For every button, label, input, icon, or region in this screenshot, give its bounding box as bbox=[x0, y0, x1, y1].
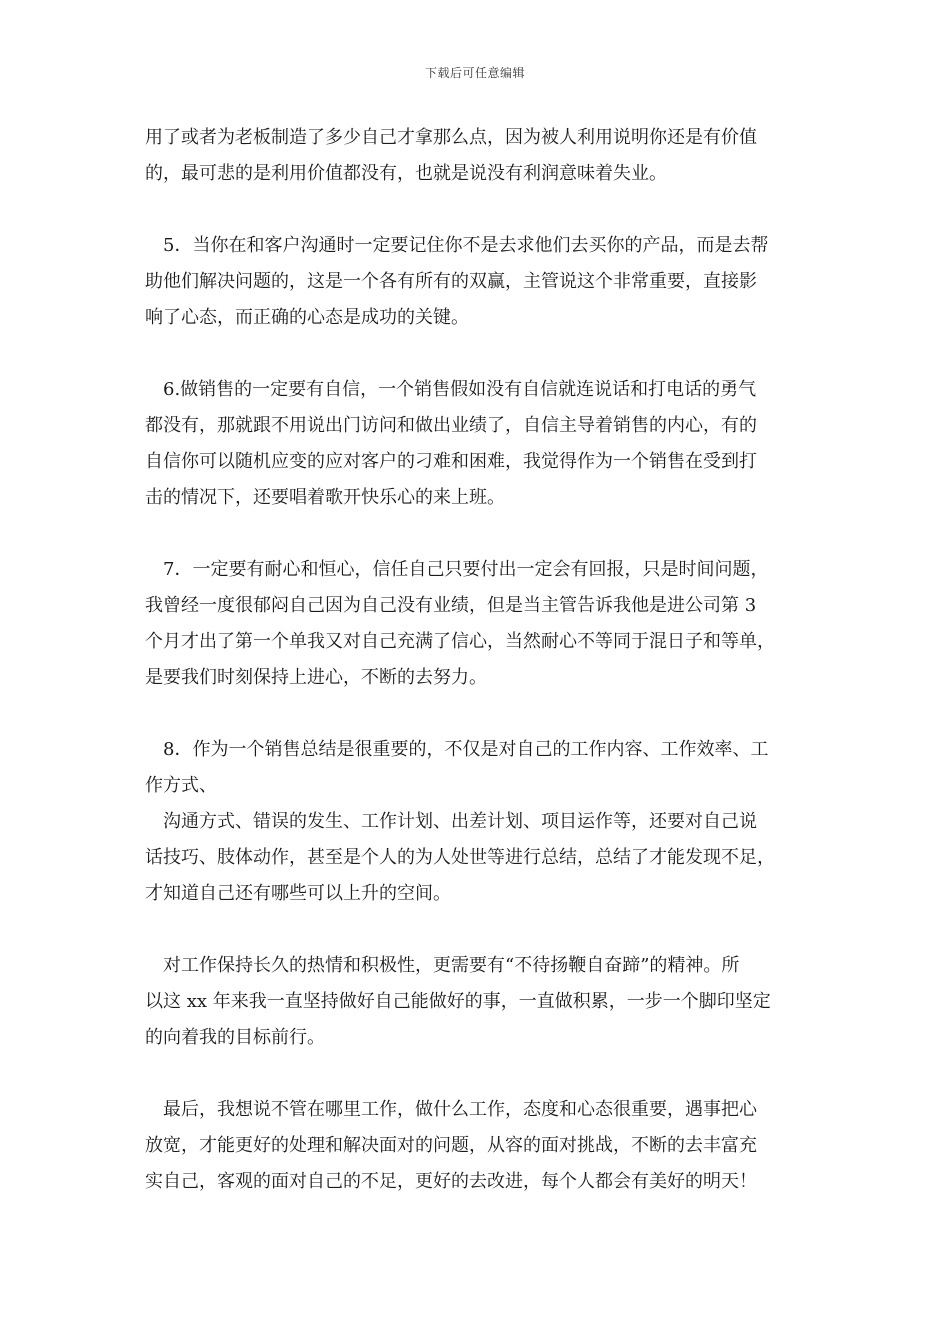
text-line: 放宽，才能更好的处理和解决面对的问题，从容的面对挑战，不断的去丰富充 bbox=[145, 1135, 757, 1156]
text-line: 才知道自己还有哪些可以上升的空间。 bbox=[145, 883, 451, 904]
paragraph-item-5 bbox=[145, 228, 815, 336]
text-line: 个月才出了第一个单我又对自己充满了信心，当然耐心不等同于混日子和等单， bbox=[145, 631, 775, 652]
text-line: 用了或者为老板制造了多少自己才拿那么点，因为被人利用说明你还是有价值 bbox=[145, 127, 757, 148]
paragraph-conclusion bbox=[145, 1092, 815, 1200]
text-line: 最后，我想说不管在哪里工作，做什么工作，态度和心态很重要，遇事把心 bbox=[163, 1099, 757, 1120]
text-line: 8．作为一个销售总结是很重要的，不仅是对自己的工作内容、工作效率、工 bbox=[163, 739, 769, 760]
text-line: 是要我们时刻保持上进心，不断的去努力。 bbox=[145, 667, 487, 688]
text-line: 作方式、 bbox=[145, 775, 217, 796]
text-line: 都没有，那就跟不用说出门访问和做出业绩了，自信主导着销售的内心，有的 bbox=[145, 415, 757, 436]
text-line: 对工作保持长久的热情和积极性，更需要有“不待扬鞭自奋蹄”的精神。所 bbox=[163, 955, 740, 976]
paragraph-enthusiasm bbox=[145, 948, 815, 1056]
text-line: 助他们解决问题的，这是一个各有所有的双赢，主管说这个非常重要，直接影 bbox=[145, 271, 757, 292]
text-line: 响了心态，而正确的心态是成功的关键。 bbox=[145, 307, 469, 328]
text-line: 实自己，客观的面对自己的不足，更好的去改进，每个人都会有美好的明天！ bbox=[145, 1171, 757, 1192]
paragraph-item-6 bbox=[145, 372, 815, 516]
text-line: 话技巧、肢体动作，甚至是个人的为人处世等进行总结，总结了才能发现不足， bbox=[145, 847, 775, 868]
text-line: 自信你可以随机应变的应对客户的刁难和困难，我觉得作为一个销售在受到打 bbox=[145, 451, 757, 472]
paragraph-item-7 bbox=[145, 552, 815, 696]
text-line: 沟通方式、错误的发生、工作计划、出差计划、项目运作等，还要对自己说 bbox=[163, 811, 757, 832]
paragraph-continuation bbox=[145, 120, 815, 192]
paragraph-item-8 bbox=[145, 732, 815, 912]
text-line: 的，最可悲的是利用价值都没有，也就是说没有利润意味着失业。 bbox=[145, 163, 667, 184]
document-body bbox=[145, 120, 815, 1236]
page-header: 下载后可任意编辑 bbox=[424, 66, 525, 80]
text-line: 5．当你在和客户沟通时一定要记住你不是去求他们去买你的产品，而是去帮 bbox=[163, 235, 769, 256]
text-line: 7．一定要有耐心和恒心，信任自己只要付出一定会有回报，只是时间问题， bbox=[163, 559, 769, 580]
text-line: 的向着我的目标前行。 bbox=[145, 1027, 325, 1048]
text-line: 6.做销售的一定要有自信，一个销售假如没有自信就连说话和打电话的勇气 bbox=[163, 379, 757, 400]
text-line: 以这 xx 年来我一直坚持做好自己能做好的事，一直做积累，一步一个脚印坚定 bbox=[145, 991, 771, 1012]
text-line: 我曾经一度很郁闷自己因为自己没有业绩，但是当主管告诉我他是进公司第 3 bbox=[145, 595, 757, 616]
text-line: 击的情况下，还要唱着歌开快乐心的来上班。 bbox=[145, 487, 505, 508]
